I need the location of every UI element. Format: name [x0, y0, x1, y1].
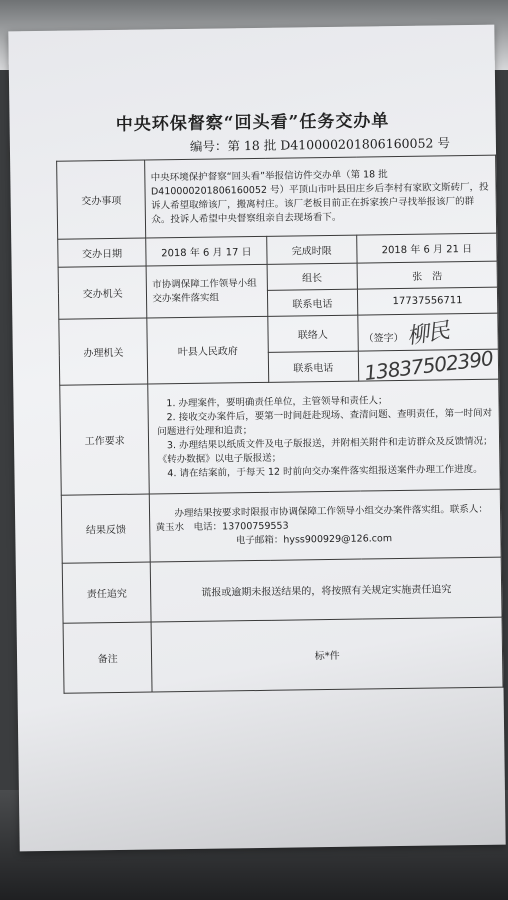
document-serial-number: 编号：第 18 批 D410000201806160052 号 — [189, 135, 451, 154]
handler-label: 办理机关 — [59, 318, 148, 385]
table-row — [61, 489, 501, 563]
phone-value: 17737556711 — [357, 287, 497, 315]
requirements-label: 工作要求 — [60, 384, 150, 495]
agency-label: 交办机关 — [58, 266, 147, 319]
contact-phone-cell — [358, 345, 498, 385]
accountability-text: 谎报或逾期未报送结果的，将按照有关规定实施责任追究 — [151, 557, 502, 622]
matter-text: 中央环境保护督察“回头看”举报信访件交办单（第 18 批 D410000201806160052 号）平顶山市叶县田庄乡后李村有家欧文斯砖厂，投诉人希望取缔该厂，搬离村庄。该厂老板目前正在拆家挨户寻找举报该厂的群众。投诉人希望中央督察组亲自去现场看下。 — [145, 155, 497, 238]
sign-note: （签字） — [363, 332, 404, 345]
remark-label: 备注 — [63, 622, 152, 693]
remark-value: 标*件 — [151, 617, 503, 692]
contact-label: 联络人 — [267, 315, 358, 352]
requirement-item: 4. 请在结案前，于每天 12 时前向交办案件落实组报送案件办理工作进度。 — [167, 463, 483, 479]
requirement-item: 3. 办理结果以纸质文件及电子版报送，并附相关附件和走访群众及反馈情况；《转办数据》以电子版报送； — [157, 435, 493, 465]
table-row — [59, 313, 498, 355]
document-page — [8, 25, 505, 852]
document-title: 中央环保督察“回头看”任务交办单 — [115, 111, 390, 135]
date-label: 交办日期 — [58, 238, 147, 267]
assignment-form-table — [56, 155, 503, 694]
leader-value: 张 浩 — [357, 261, 497, 289]
deadline-label: 完成时限 — [266, 235, 357, 264]
requirement-item: 2. 接收交办案件后，要第一时间赶赴现场、查清问题、查明责任，第一时间对问题进行处理和追责； — [157, 407, 493, 437]
feedback-cell — [150, 489, 502, 562]
contact-signature-cell — [358, 313, 498, 351]
matter-label: 交办事项 — [57, 160, 146, 239]
feedback-email: 电子邮箱：hyss900929@126.com — [235, 532, 393, 546]
table-row — [62, 557, 502, 623]
feedback-text: 办理结果按要求时限报市协调保障工作领导小组交办案件落实组。联系人：黄玉水 电话：13700759553 — [155, 503, 488, 533]
agency-value: 市协调保障工作领导小组交办案件落实组 — [146, 264, 267, 318]
table-row — [57, 155, 497, 239]
table-row — [60, 379, 500, 495]
feedback-label: 结果反馈 — [61, 494, 150, 563]
contact-signature: 柳民 — [405, 318, 451, 350]
phone-label: 联系电话 — [267, 289, 358, 316]
requirements-list — [148, 379, 500, 494]
deadline-value: 2018 年 6 月 21 日 — [357, 233, 497, 263]
contact-phone-handwritten: 13837502390 — [363, 345, 494, 385]
leader-label: 组长 — [267, 263, 358, 290]
contact-phone-label: 联系电话 — [268, 351, 359, 382]
date-value: 2018 年 6 月 17 日 — [146, 236, 267, 266]
table-row — [63, 617, 503, 693]
requirement-item: 1. 办理案件，要明确责任单位，主管领导和责任人； — [166, 394, 388, 409]
handler-value: 叶县人民政府 — [147, 316, 268, 384]
accountability-label: 责任追究 — [62, 562, 151, 623]
